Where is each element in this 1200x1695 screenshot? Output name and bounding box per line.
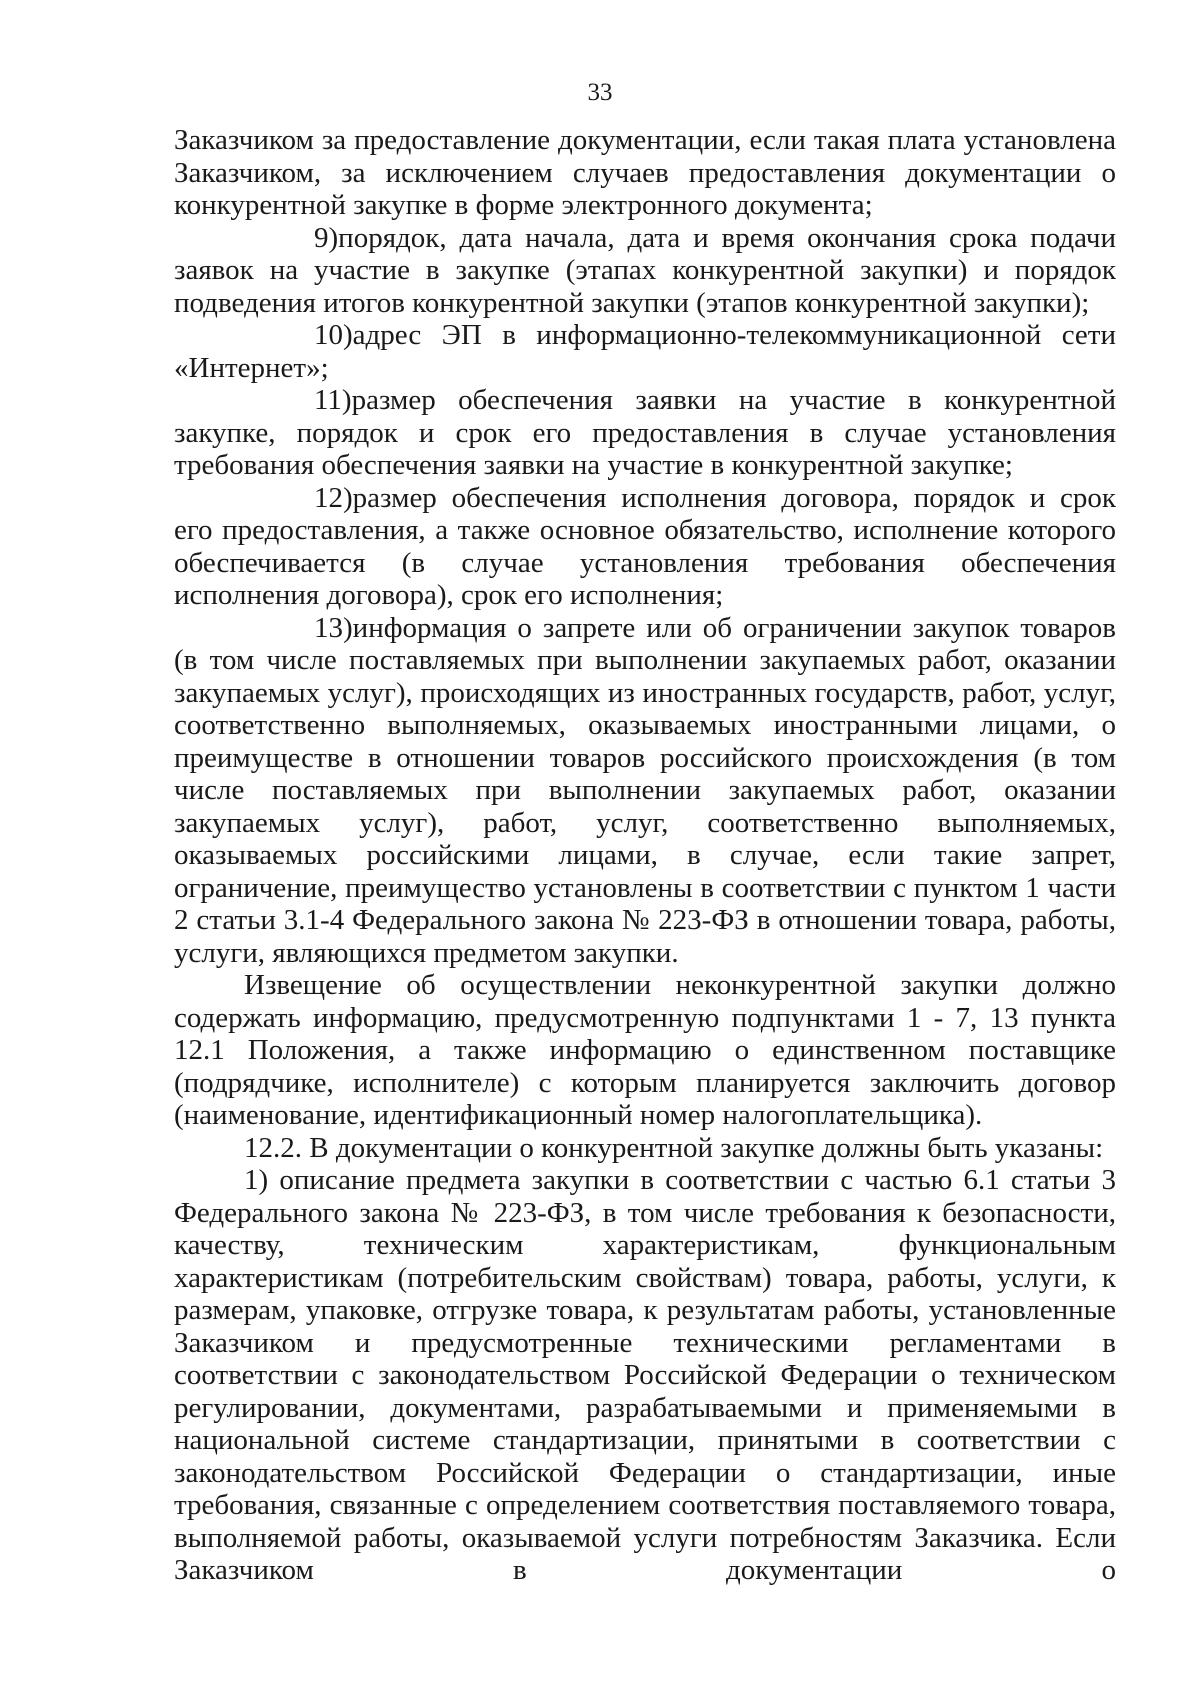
list-item-12 [174,482,1116,612]
paragraph-text: 12.2. В документации о конкурентной закупке должны быть указаны: [244,1131,1104,1164]
list-item-number: 10) [314,319,353,351]
list-item-10 [174,319,1116,384]
paragraph-non-competitive-notice [174,969,1116,1132]
paragraph-text: адрес ЭП в информационно-телекоммуникационной сети «Интернет»; [174,319,1116,384]
list-item-9 [174,222,1116,320]
list-item-11 [174,384,1116,482]
paragraph-text: порядок, дата начала, дата и время окончания срока подачи заявок на участие в закупке (этапах конкурентной закупки) и порядок подведения итогов конкурентной закупки (этапов конкурентной закупки); [174,221,1116,319]
list-item-13 [174,612,1116,970]
paragraph-text: размер обеспечения заявки на участие в конкурентной закупке, порядок и срок его предоставления в случае установления требования обеспечения заявки на участие в конкурентной закупке; [174,384,1116,481]
paragraph-text: Извещение об осуществлении неконкурентной закупки должно содержать информацию, предусмотренную подпунктами 1 - 7, 13 пункта 12.1 Положения, а также информацию о единственном поставщике (подрядчике, исполнителе) с которым планируется заключить договор (наименование, идентификационный номер налогоплательщика). [174,969,1116,1131]
list-item-number: 11) [314,384,352,416]
list-item-number: 12) [314,481,353,514]
paragraph-text: 1) описание предмета закупки в соответствии с частью 6.1 статьи 3 Федерального закона № 223-ФЗ, в том числе требования к безопасности, качеству, техническим характеристикам, функциональным характеристикам (потребительским свойствам) товара, работы, услуги, к размерам, упаковке, отгрузке товара, к результатам работы, установленные Заказчиком и предусмотренные техническими регламентами в соответствии с законодательством Российской Федерации о техническом регулировании, документами, разрабатываемыми и применяемыми в национальной системе стандартизации, принятыми в соответствии с законодательством Российской Федерации о стандартизации, иные требования, связанные с определением соответствия поставляемого товара, выполняемой работы, оказываемой услуги потребностям Заказчика. Если Заказчиком в документации о [174,1164,1116,1586]
list-item-number: 13) [314,611,353,644]
paragraph-continuation [174,124,1116,222]
list-item-1-subject-description [174,1164,1116,1587]
list-item-number: 9) [314,221,339,254]
paragraph-text: Заказчиком за предоставление документации, если такая плата установлена Заказчиком, за исключением случаев предоставления документации о конкурентной закупке в форме электронного документа; [174,124,1116,221]
document-body [174,124,1116,1587]
page-number: 33 [587,79,613,106]
section-heading-12-2 [174,1132,1116,1165]
paragraph-text: размер обеспечения исполнения договора, порядок и срок его предоставления, а также основное обязательство, исполнение которого обеспечивается (в случае установления требования обеспечения исполнения договора), срок его исполнения; [174,481,1116,611]
paragraph-text: информация о запрете или об ограничении закупок товаров (в том числе поставляемых при выполнении закупаемых работ, оказании закупаемых услуг), происходящих из иностранных государств, работ, услуг, соответственно выполняемых, оказываемых иностранными лицами, о преимуществе в отношении товаров российского происхождения (в том числе поставляемых при выполнении закупаемых работ, оказании закупаемых услуг), работ, услуг, соответственно выполняемых, оказываемых российскими лицами, в случае, если такие запрет, ограничение, преимущество установлены в соответствии с пунктом 1 части 2 статьи 3.1-4 Федерального закона № 223-ФЗ в отношении товара, работы, услуги, являющихся предметом закупки. [174,611,1116,969]
